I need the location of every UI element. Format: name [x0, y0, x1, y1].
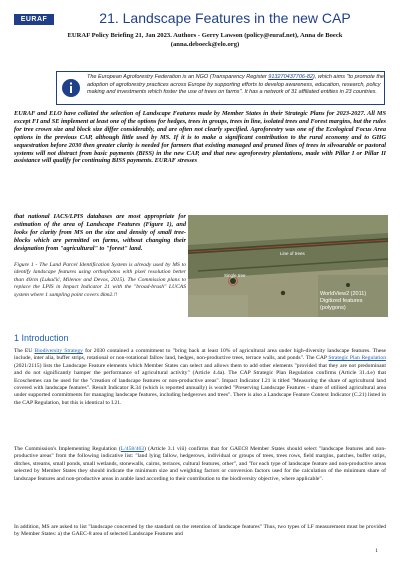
intro-paragraph-1 [14, 348, 386, 407]
info-text-b: ), which aims "to promote the adoption of agroforestry practices across Europe by supporting efforts to develop awareness, education, research, policy making and investments which foster the use of trees on farms". It has a network of 31 affiliated entities in 23 countries. [87, 74, 384, 95]
lead-continuation: that national IACS/LPIS databases are most appropriate for estimation of the area of Landscape Features (Figure 1), and looks for clarity from MS on the size and density of small tree-blocks which are permitted on farms, without changing their designation from "agricultural" to "forest" land. [14, 213, 186, 252]
euraf-logo: EURAF [14, 14, 54, 25]
lead-paragraph: EURAF and ELO have collated the selection of Landscape Features made by Member States in their Strategic Plans for 2023-2027. All MS except FI and SE implement at least one of the options for hedges, trees in groups, trees in line, isolated trees and Forest margins, but the rules for tree crown size and block size differ considerably, and are often not clearly specified. Agroforestry was one of the Ecological Focus Area options in the previous CAP, although little used by MS. If it is to make a significant contribution to the rural economy and to GHG sequestration before 2030 then greater clarity is needed for farmers that existing managed and pruned lines of trees in silvoarable or pastoral systems will not distract from basic payments (BISS) in the new CAP, and that new agroforestry plantations, made with Pillar I or Pillar II assistance will qualify for continuing BISS payments. EURAF stresses [14, 110, 386, 165]
lpis-orthophoto-figure [188, 215, 388, 317]
intro-paragraph-3: In addition, MS are asked to list "landscape concerned by the standard on the retention of landscape features" Thus, two types of LF measurement must be provided by Member States: a) the GAEC-8 area of selected Landscape Features and [14, 524, 386, 538]
page-subtitle: EURAF Policy Briefing 21, Jan 2023. Authors - Gerry Lawson (policy@euraf.net), Anna de Boeck (anna.deboeck@elo.org) [67, 32, 343, 48]
info-icon [61, 78, 81, 98]
para1-text-c: (2021/2115) lists the Landscape Feature elements which Member States can select and allows them to add other elements "provided that they are not predominant and do not significantly hamper the performance of agricultural activity" (Article 4.4a). The CAP Strategic Plan Regulation confirms (Article 31.4.e) that Ecoschemes can be used for the "creation of landscape features or non-productive areas". Impact Indicator I.21 is titled "Measuring the share of agricultural land covered with landscape features". Result Indicator R.34 (which is reported annually) is worded "Preserving Landscape Features - share of utilised agricultural area under supported commitments for managing landscape features, including hedgerows and trees". There is also a Landscape Feature Context Indicator (C.21) listed in the CAP Regulation, but this is identical to I.21. [14, 362, 386, 406]
para2-text-a: The Commission's Implementing Regulation ( [14, 446, 121, 452]
para1-text-b: for 2030 contained a commitment to "bring back at least 10% of agricultural area under high-diversity landscape features. These include, inter alia, buffer strips, rotational or non-rotational fallow land, hedges, non-productive trees, terrace walls, and ponds". The CAP [14, 348, 387, 362]
info-box-text [87, 72, 384, 97]
biodiversity-strategy-link[interactable]: Biodiversity Strategy [34, 348, 83, 354]
intro-paragraph-2 [14, 446, 386, 483]
figure-label-single-tree: Single tree [224, 273, 246, 278]
page-title: 21. Landscape Features in the new CAP [99, 10, 351, 26]
implementing-regulation-link[interactable]: L/458/463 [120, 446, 145, 452]
transparency-register-link[interactable]: 913270437706-82 [268, 74, 313, 80]
figure-caption: Figure 1 - The Land Parcel Identification System is already used by MS to identify landscape features using orthophotos with pixel resolution better than 40cm (Lukačić, Milenov and Devos, 2015). The Commission plans to replace the LPIS in Impact Indicator 21 with the "broad-brush" LUCAS system where 1 sampling point covers 4km2.!! [14, 262, 186, 298]
section-heading-introduction: 1 Introduction [14, 333, 69, 343]
figure-label-line-of-trees: Line of trees [280, 251, 305, 256]
para2-text-b: ) (Article 3.1 viii) confirms that for GAEC8 Member States should select "landscape features and non-productive areas" from the following indicative list: "land lying fallow, hedgerows, individual or groups of trees, trees rows, field margins, patches, buffer strips, ditches, streams, small ponds, small wetlands, stonewalls, cairns, terraces, cultural features, other", and "for each type of landscape feature and non-productive areas selected by Member States they should indicate the minimum size and weighting factors or conversion factors used for the calculation of the minimum share of landscape features and non-productive areas in arable land according to their contribution to the biodiversity objective, where applicable". [14, 446, 386, 482]
figure-label-corner: WorldView2 (2011) Digitized features (polygons) [320, 291, 367, 311]
info-text-a: The European Agroforestry Federation is an NGO (Transparency Register [87, 74, 269, 80]
page-number: 1 [375, 548, 378, 554]
para1-text-a: The EU [14, 348, 35, 354]
strategic-plan-regulation-link[interactable]: Strategic Plan Regulation [328, 355, 386, 362]
info-box [56, 71, 385, 105]
